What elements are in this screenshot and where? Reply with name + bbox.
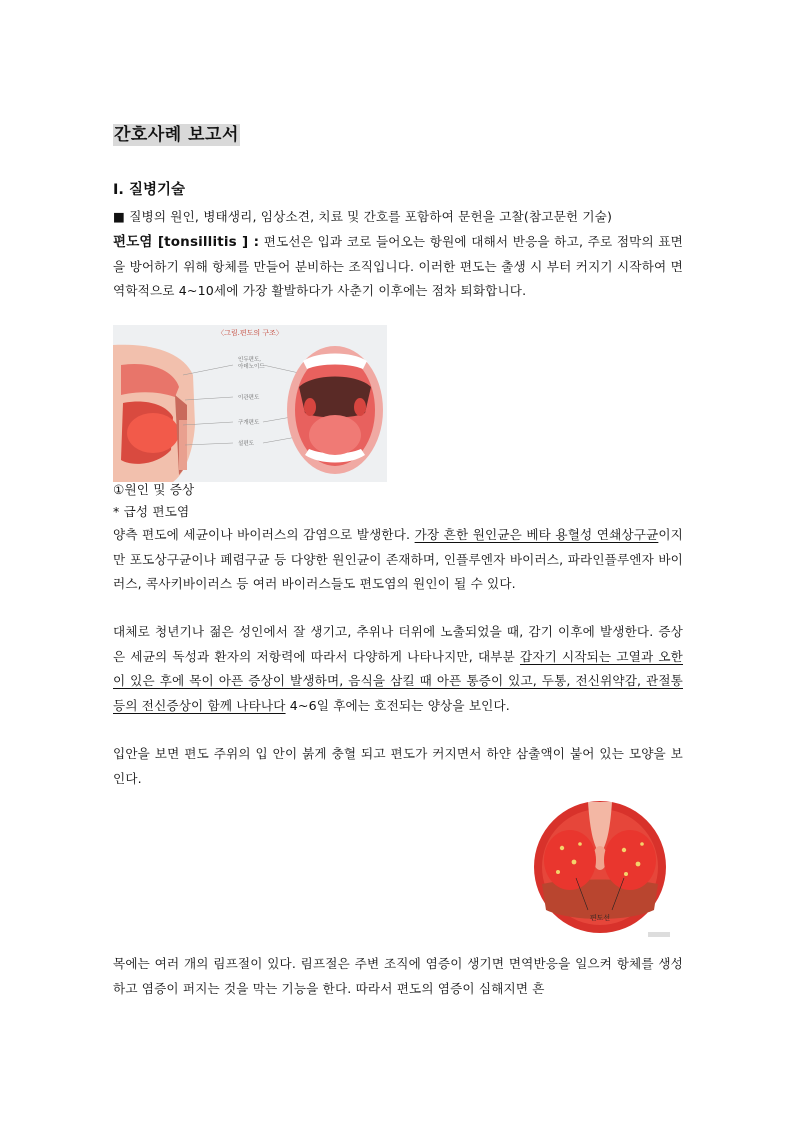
para2-underlined: 갑자기 시작되는 고열과 오한이 있은 후에 목이 아픈 증상이 발생하며, 음식을 삼킬 때 아픈 통증이 있고, 두통, 전신위약감, 관절통 등의 전신증상이 함께 나타나다 xyxy=(113,648,683,713)
label-adenoid-1: 인두편도, xyxy=(238,357,262,363)
section-heading: I. 질병기술 xyxy=(113,182,185,198)
figure1-caption: 〈그림.편도의 구조〉 xyxy=(217,329,283,337)
lymph-paragraph xyxy=(113,952,683,1001)
definition-paragraph xyxy=(113,230,683,304)
bullet-line xyxy=(113,500,683,525)
figure2-label: 편도선 xyxy=(589,914,611,922)
label-lingual-tonsil: 설편도 xyxy=(238,441,254,447)
intro-line xyxy=(113,205,683,230)
para2-b: 4~6일 후에는 호전되는 양상을 보인다. xyxy=(285,697,510,713)
report-title: 간호사례 보고서 xyxy=(114,125,239,145)
subsection-text: ①원인 및 증상 xyxy=(113,482,195,497)
subsection-heading xyxy=(113,478,683,503)
cause-paragraph xyxy=(113,523,683,597)
label-adenoid-2: 아데노이드 xyxy=(238,364,265,370)
exam-paragraph xyxy=(113,742,683,791)
bullet-text: * 급성 편도염 xyxy=(113,504,190,519)
label-palatine-tonsil: 구개편도 xyxy=(238,420,260,426)
tonsillitis-figure xyxy=(528,792,678,942)
intro-text: ■ 질병의 원인, 병태생리, 임상소견, 치료 및 간호를 포함하여 문헌을 고찰(참고문헌 기술) xyxy=(113,209,613,224)
para4-text: 목에는 여러 개의 림프절이 있다. 림프절은 주변 조직에 염증이 생기면 면역반응을 일으켜 항체를 생성하고 염증이 퍼지는 것을 막는 기능을 한다. 따라서 편도의 염증이 심해지면 흔 xyxy=(113,956,683,996)
para2-a: 대체로 청년기나 젊은 성인에서 잘 생기고, 추위나 더위에 노출되었을 때, 감기 이후에 발생한다. 증상은 세균의 독성과 환자의 저항력에 따라서 다양하게 나타나지만, 대부분 xyxy=(113,624,683,664)
para3-text: 입안을 보면 편도 주위의 입 안이 붉게 충혈 되고 편도가 커지면서 하얀 삼출액이 붙어 있는 모양을 보인다. xyxy=(113,746,683,786)
definition-text: 편도선은 입과 코로 들어오는 항원에 대해서 반응을 하고, 주로 점막의 표면을 방어하기 위해 항체를 만들어 분비하는 조직입니다. 이러한 편도는 출생 시 부터 커지기 시작하여 면역학적으로 4~10세에 가장 활발하다가 사춘기 이후에는 점차 퇴화합니다. xyxy=(113,234,683,298)
label-tubal-tonsil: 이관편도 xyxy=(238,395,260,401)
tonsil-structure-figure xyxy=(113,325,387,482)
para1-b: 이지만 포도상구균이나 폐렴구균 등 다양한 원인균이 존재하며, 인플루엔자 바이러스, 파라인플루엔자 바이러스, 콕사키바이러스 등 여러 바이러스들도 편도염의 원인이 될 수 있다. xyxy=(113,527,683,591)
para1-underlined: 가장 흔한 원인균은 베타 용혈성 연쇄상구균 xyxy=(414,527,659,542)
para1-a: 양측 편도에 세균이나 바이러스의 감염으로 발생한다. xyxy=(113,527,415,542)
symptom-paragraph xyxy=(113,620,683,718)
definition-term: 편도염 [tonsillitis ] : xyxy=(113,234,260,250)
